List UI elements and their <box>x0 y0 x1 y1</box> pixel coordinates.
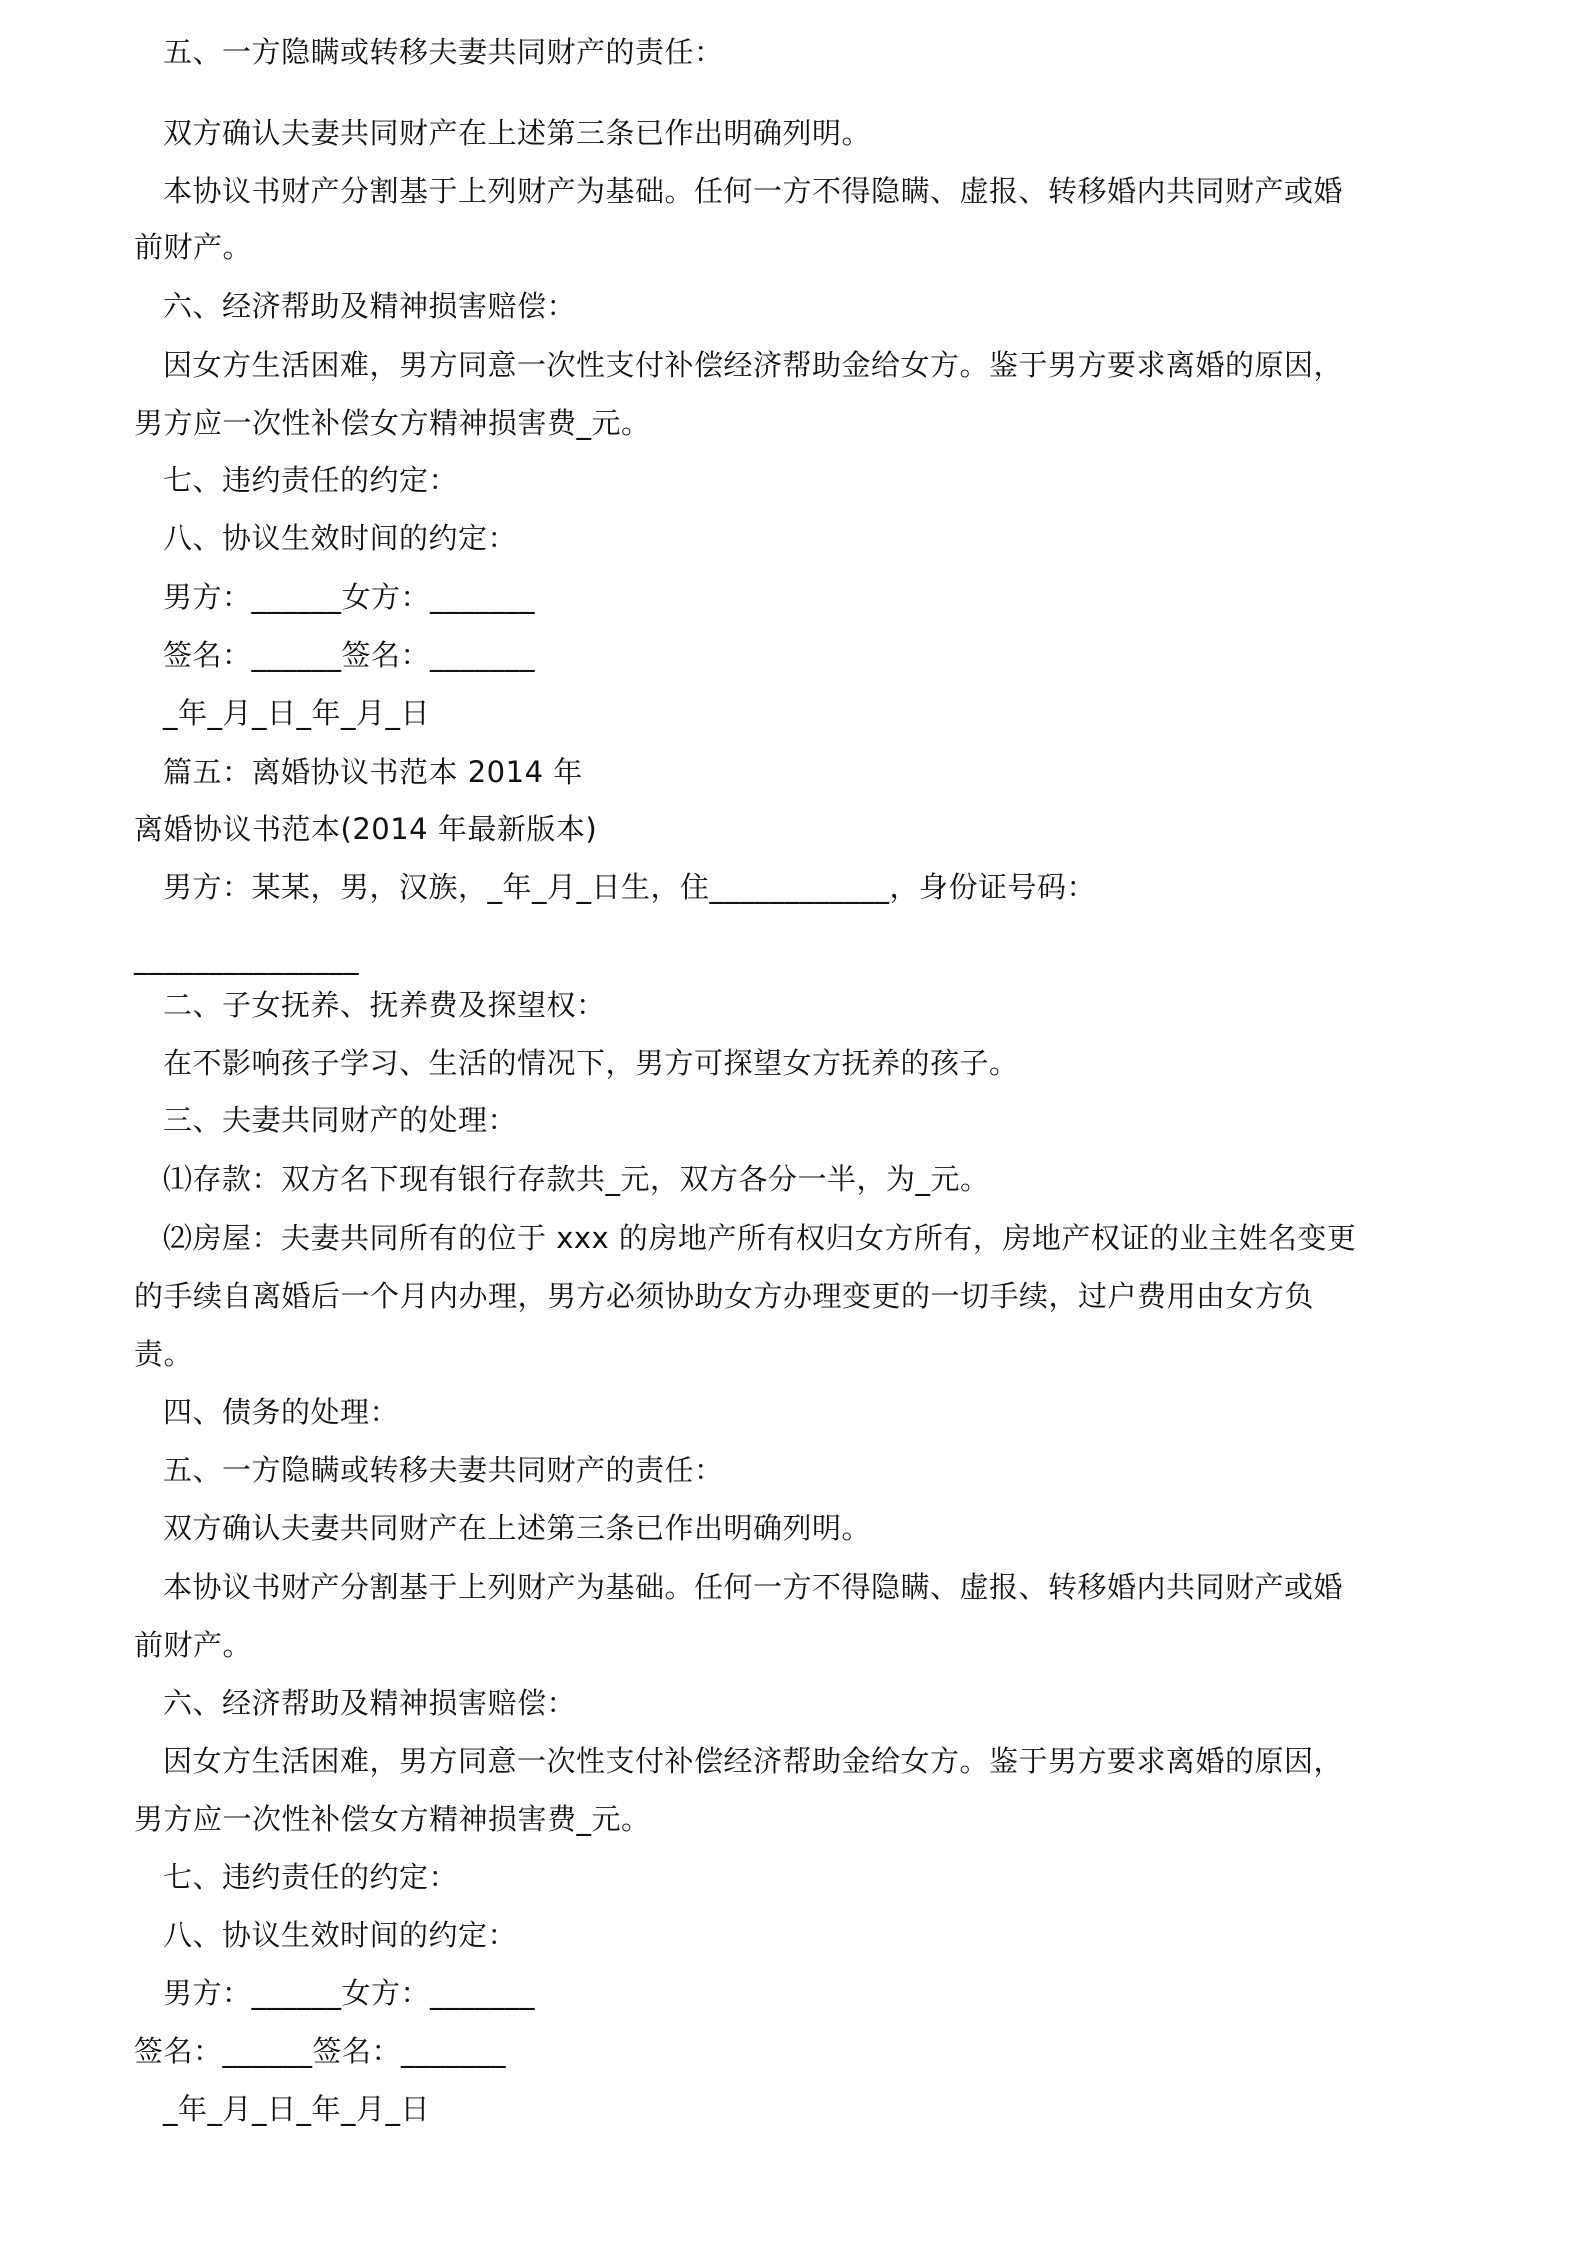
list-item: ⑵房屋：夫妻共同所有的位于 xxx 的房地产所有权归女方所有，房地产权证的业主姓名变更 <box>163 1221 1357 1255</box>
section-heading: 五、一方隐瞒或转移夫妻共同财产的责任： <box>163 35 724 69</box>
document-title: 离婚协议书范本(2014 年最新版本) <box>134 812 598 846</box>
date-line: _年_月_日_年_月_日 <box>163 696 431 730</box>
paragraph-continuation: 的手续自离婚后一个月内办理，男方必须协助女方办理变更的一切手续，过户费用由女方负 <box>134 1279 1315 1313</box>
paragraph: 因女方生活困难，男方同意一次性支付补偿经济帮助金给女方。鉴于男方要求离婚的原因， <box>163 1744 1344 1778</box>
paragraph-continuation: 男方应一次性补偿女方精神损害费_元。 <box>134 406 651 440</box>
paragraph-continuation: 责。 <box>134 1337 194 1371</box>
paragraph: 双方确认夫妻共同财产在上述第三条已作出明确列明。 <box>163 1511 872 1545</box>
section-heading: 八、协议生效时间的约定： <box>163 521 518 555</box>
paragraph: 因女方生活困难，男方同意一次性支付补偿经济帮助金给女方。鉴于男方要求离婚的原因， <box>163 348 1344 382</box>
section-heading: 七、违约责任的约定： <box>163 463 459 497</box>
party-info: 男方：某某，男，汉族，_年_月_日生，住____________，身份证号码： <box>163 870 1097 904</box>
chapter-heading: 篇五：离婚协议书范本 2014 年 <box>163 755 583 789</box>
signature-line: 签名：______签名：_______ <box>134 2034 507 2068</box>
section-heading: 二、子女抚养、抚养费及探望权： <box>163 988 606 1022</box>
list-item: ⑴存款：双方名下现有银行存款共_元，双方各分一半，为_元。 <box>163 1162 990 1196</box>
paragraph: 本协议书财产分割基于上列财产为基础。任何一方不得隐瞒、虚报、转移婚内共同财产或婚 <box>163 1570 1344 1604</box>
signature-party-line: 男方：______女方：_______ <box>163 1976 536 2010</box>
section-heading: 六、经济帮助及精神损害赔偿： <box>163 289 577 323</box>
id-number-blank: _______________ <box>134 941 359 975</box>
section-heading: 四、债务的处理： <box>163 1395 400 1429</box>
section-heading: 五、一方隐瞒或转移夫妻共同财产的责任： <box>163 1453 724 1487</box>
section-heading: 六、经济帮助及精神损害赔偿： <box>163 1686 577 1720</box>
section-heading: 七、违约责任的约定： <box>163 1860 459 1894</box>
paragraph-continuation: 男方应一次性补偿女方精神损害费_元。 <box>134 1802 651 1836</box>
section-heading: 三、夫妻共同财产的处理： <box>163 1103 518 1137</box>
signature-line: 签名：______签名：_______ <box>163 638 536 672</box>
section-heading: 八、协议生效时间的约定： <box>163 1918 518 1952</box>
signature-party-line: 男方：______女方：_______ <box>163 580 536 614</box>
paragraph-continuation: 前财产。 <box>134 230 253 264</box>
date-line: _年_月_日_年_月_日 <box>163 2092 431 2126</box>
paragraph: 双方确认夫妻共同财产在上述第三条已作出明确列明。 <box>163 116 872 150</box>
paragraph: 在不影响孩子学习、生活的情况下，男方可探望女方抚养的孩子。 <box>163 1046 1019 1080</box>
paragraph-continuation: 前财产。 <box>134 1628 253 1662</box>
paragraph: 本协议书财产分割基于上列财产为基础。任何一方不得隐瞒、虚报、转移婚内共同财产或婚 <box>163 174 1344 208</box>
